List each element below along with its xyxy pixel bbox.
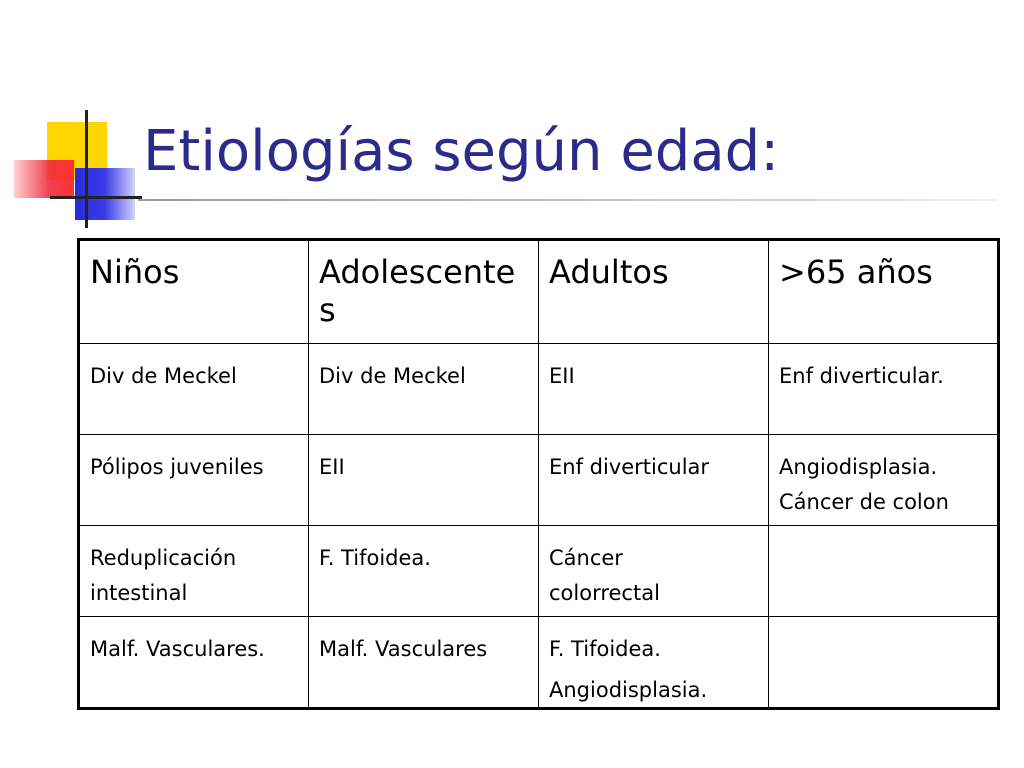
cell-ninos	[79, 526, 309, 617]
header-ninos: Niños	[79, 240, 309, 344]
cell-text: F. Tifoidea.	[549, 637, 661, 661]
cell-text: Cáncer de colon	[779, 490, 949, 514]
header-adolescentes: Adolescentes	[309, 240, 539, 344]
cell-adultos	[539, 617, 769, 709]
cell-mayores-65	[769, 435, 999, 526]
decor-blue-square	[75, 168, 135, 220]
decor-red-square	[14, 160, 74, 198]
header-adultos: Adultos	[539, 240, 769, 344]
cell-ninos	[79, 344, 309, 435]
etiology-table	[77, 238, 1000, 710]
cell-mayores-65-empty	[769, 526, 999, 617]
cell-text: Reduplicación	[90, 546, 237, 570]
table-row	[79, 344, 999, 435]
cell-text: Pólipos juveniles	[90, 455, 264, 479]
table-row	[79, 435, 999, 526]
cell-text: intestinal	[90, 581, 188, 605]
cell-adolescentes	[309, 526, 539, 617]
decor-vertical-line	[85, 110, 88, 228]
cell-text: Angiodisplasia.	[779, 455, 938, 479]
table-row	[79, 526, 999, 617]
cell-text: Malf. Vasculares.	[90, 637, 265, 661]
cell-adolescentes	[309, 344, 539, 435]
cell-text: EII	[319, 455, 345, 479]
table-header-row	[79, 240, 999, 344]
cell-adultos	[539, 526, 769, 617]
cell-adolescentes	[309, 617, 539, 709]
cell-adultos	[539, 435, 769, 526]
cell-ninos	[79, 617, 309, 709]
decor-horizontal-line	[50, 196, 142, 199]
slide-title: Etiologías según edad:	[143, 119, 780, 184]
title-underline	[138, 199, 998, 201]
cell-text: EII	[549, 364, 575, 388]
cell-mayores-65	[769, 344, 999, 435]
cell-text: colorrectal	[549, 581, 660, 605]
cell-adultos	[539, 344, 769, 435]
cell-text: Angiodisplasia.	[549, 678, 708, 702]
cell-text: Div de Meckel	[90, 364, 237, 388]
cell-text: F. Tifoidea.	[319, 546, 431, 570]
cell-text: Cáncer	[549, 546, 623, 570]
cell-text: Div de Meckel	[319, 364, 466, 388]
table-row	[79, 617, 999, 709]
cell-ninos	[79, 435, 309, 526]
cell-text: Enf diverticular	[549, 455, 710, 479]
cell-mayores-65-empty	[769, 617, 999, 709]
cell-adolescentes	[309, 435, 539, 526]
cell-text: Malf. Vasculares	[319, 637, 488, 661]
cell-text: Enf diverticular.	[779, 364, 944, 388]
header-mayores-65: >65 años	[769, 240, 999, 344]
